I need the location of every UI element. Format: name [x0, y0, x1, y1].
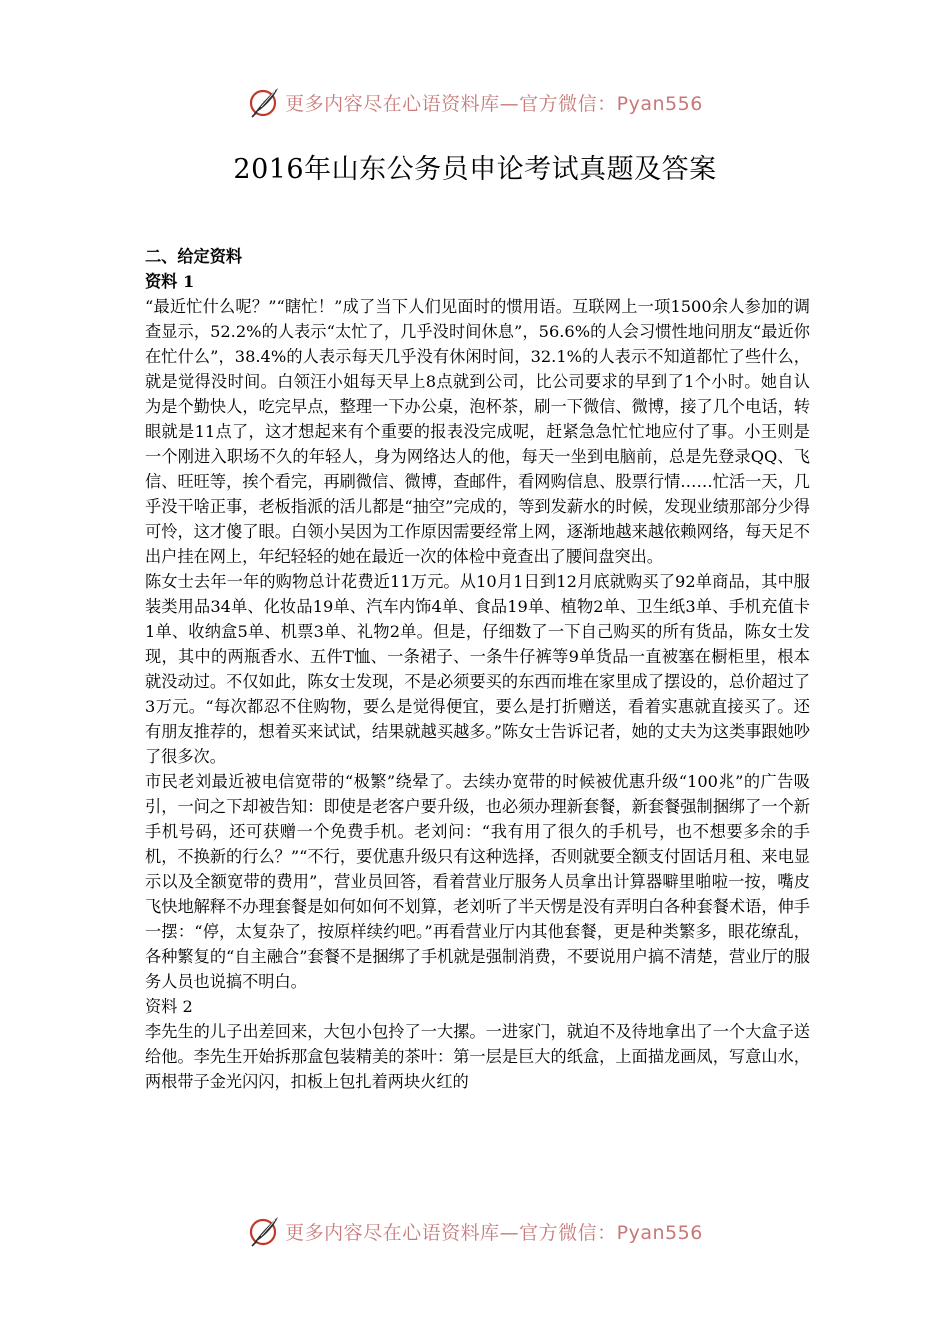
material-2-paragraph-1: 李先生的儿子出差回来，大包小包拎了一大摞。一进家门，就迫不及待地拿出了一个大盒子送给他。李先生开始拆那盒包装精美的茶叶：第一层是巨大的纸盒，上面描龙画凤，写意山水，两根带子金光闪闪，扣板上包扎着两块火红的: [145, 1022, 810, 1091]
document-body: [145, 244, 810, 1094]
section-heading: 二、给定资料: [145, 247, 243, 266]
material-1-heading: 资料 1: [145, 272, 195, 291]
material-1-paragraph-3: 市民老刘最近被电信宽带的“极繁”绕晕了。去续办宽带的时候被优惠升级“100兆”的广告吸引，一问之下却被告知：即使是老客户要升级，也必须办理新套餐，新套餐强制捆绑了一个新手机号码，还可获赠一个免费手机。老刘问：“我有用了很久的手机号，也不想要多余的手机，不换新的行么？”“不行，要优惠升级只有这种选择，否则就要全额支付固话月租、来电显示以及全额宽带的费用”，营业员回答，看着营业厅服务人员拿出计算器噼里啪啦一按，嘴皮飞快地解释不办理套餐是如何如何不划算，老刘听了半天愣是没有弄明白各种套餐术语，伸手一摆：“停，太复杂了，按原样续约吧。”再看营业厅内其他套餐，更是种类繁多，眼花缭乱，各种繁复的“自主融合”套餐不是捆绑了手机就是强制消费，不要说用户搞不清楚，营业厅的服务人员也说搞不明白。: [145, 772, 810, 991]
quill-logo-icon: [247, 85, 281, 119]
watermark-text: 更多内容尽在心语资料库—官方微信：Pyan556: [285, 1221, 703, 1244]
quill-logo-icon: [247, 1214, 281, 1248]
material-1-paragraph-2: 陈女士去年一年的购物总计花费近11万元。从10月1日到12月底就购买了92单商品，其中服装类用品34单、化妆品19单、汽车内饰4单、食品19单、植物2单、卫生纸3单、手机充值卡1单、收纳盒5单、机票3单、礼物2单。但是，仔细数了一下自己购买的所有货品，陈女士发现，其中的两瓶香水、五件T恤、一条裙子、一条牛仔裤等9单货品一直被塞在橱柜里，根本就没动过。不仅如此，陈女士发现，不是必须要买的东西而堆在家里成了摆设的，总价超过了3万元。“每次都忍不住购物，要么是觉得便宜，要么是打折赠送，看着实惠就直接买了。还有朋友推荐的，想着买来试试，结果就越买越多。”陈女士告诉记者，她的丈夫为这类事跟她吵了很多次。: [145, 572, 810, 766]
footer-watermark: [0, 1211, 950, 1251]
watermark-text: 更多内容尽在心语资料库—官方微信：Pyan556: [285, 92, 703, 115]
material-2-heading: 资料 2: [145, 997, 193, 1016]
document-title: 2016年山东公务员申论考试真题及答案: [233, 154, 717, 185]
material-1-paragraph-1: “最近忙什么呢？”“瞎忙！”成了当下人们见面时的惯用语。互联网上一项1500余人参加的调查显示，52.2%的人表示“太忙了，几乎没时间休息”，56.6%的人会习惯性地问朋友“最近你在忙什么”，38.4%的人表示每天几乎没有休闲时间，32.1%的人表示不知道都忙了些什么，就是觉得没时间。白领汪小姐每天早上8点就到公司，比公司要求的早到了1个小时。她自认为是个勤快人，吃完早点，整理一下办公桌，泡杯茶，刷一下微信、微博，接了几个电话，转眼就是11点了，这才想起来有个重要的报表没完成呢，赶紧急急忙忙地应付了事。小王则是一个刚进入职场不久的年轻人，身为网络达人的他，每天一坐到电脑前，总是先登录QQ、飞信、旺旺等，挨个看完，再刷微信、微博，查邮件，看网购信息、股票行情……忙活一天，几乎没干啥正事，老板指派的活儿都是“抽空”完成的，等到发薪水的时候，发现业绩那部分少得可怜，这才傻了眼。白领小吴因为工作原因需要经常上网，逐渐地越来越依赖网络，每天足不出户挂在网上，年纪轻轻的她在最近一次的体检中竟查出了腰间盘突出。: [145, 297, 810, 566]
header-watermark: [0, 82, 950, 122]
